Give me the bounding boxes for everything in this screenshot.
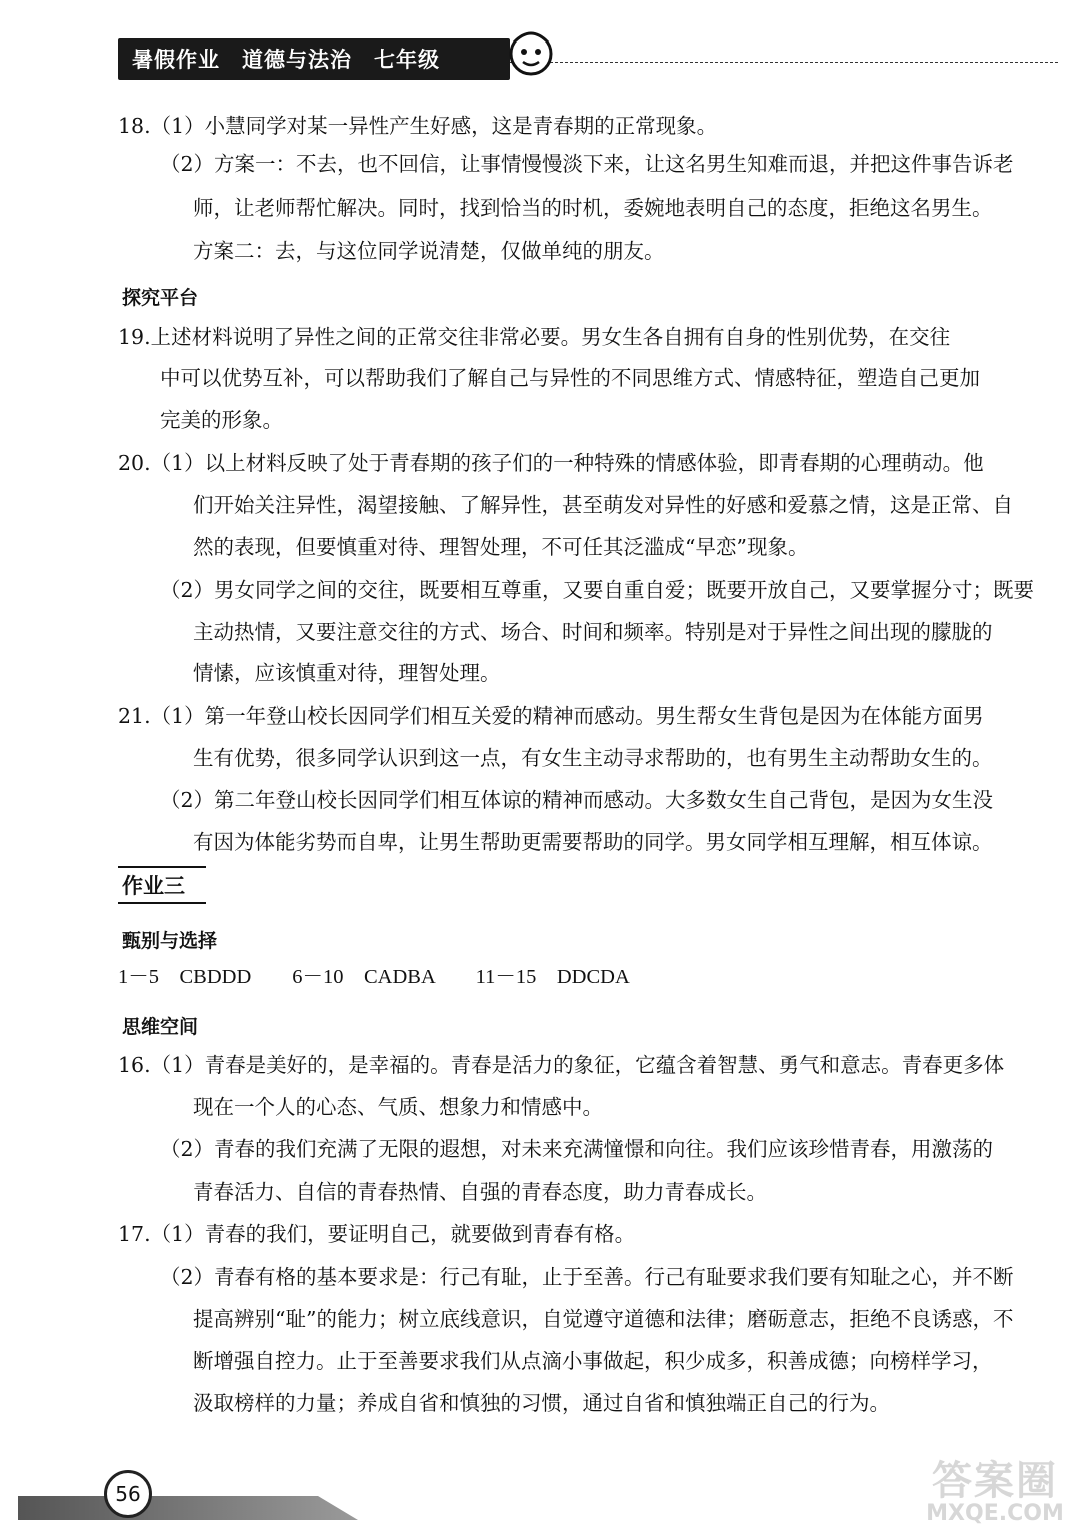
text-line: 16.（1）青春是美好的，是幸福的。青春是活力的象征，它蕴含着智慧、勇气和意志。青春更多体	[118, 1053, 1005, 1077]
text-line: （2）方案一：不去，也不回信，让事情慢慢淡下来，让这名男生知难而退，并把这件事告诉老	[160, 152, 1014, 176]
text-line: 们开始关注异性，渴望接触、了解异性，甚至萌发对异性的好感和爱慕之情，这是正常、自	[193, 493, 1013, 517]
text-line: 青春活力、自信的青春热情、自强的青春态度，助力青春成长。	[193, 1180, 767, 1204]
text-line: 断增强自控力。止于至善要求我们从点滴小事做起，积少成多，积善成德；向榜样学习，	[193, 1349, 993, 1373]
watermark-logo: 答案圈 MXQE.COM	[926, 1458, 1064, 1526]
text-line: 然的表现，但要慎重对待、理智处理，不可任其泛滥成“早恋”现象。	[193, 535, 809, 559]
text-line: 方案二：去，与这位同学说清楚，仅做单纯的朋友。	[193, 239, 665, 263]
text-line: 19.上述材料说明了异性之间的正常交往非常必要。男女生各自拥有自身的性别优势，在交往	[118, 325, 951, 349]
section-title: 作业三	[118, 866, 206, 904]
text-line: 有因为体能劣势而自卑，让男生帮助更需要帮助的同学。男女同学相互理解，相互体谅。	[193, 830, 993, 854]
text-line: 中可以优势互补，可以帮助我们了解自己与异性的不同思维方式、情感特征，塑造自己更加	[160, 366, 980, 390]
text-line: 17.（1）青春的我们，要证明自己，就要做到青春有格。	[118, 1222, 636, 1246]
heading-choice: 甄别与选择	[122, 930, 218, 952]
text-line: 现在一个人的心态、气质、想象力和情感中。	[193, 1095, 603, 1119]
heading-thinking: 思维空间	[122, 1016, 199, 1038]
choice-answers: 1－5 CBDDD 6－10 CADBA 11－15 DDCDA	[118, 966, 630, 988]
text-line: （2）青春有格的基本要求是：行己有耻，止于至善。行己有耻要求我们要有知耻之心，并不断	[160, 1265, 1014, 1289]
heading-explore: 探究平台	[122, 287, 199, 309]
text-line: 提高辨别“耻”的能力；树立底线意识，自觉遵守道德和法律；磨砺意志，拒绝不良诱惑，不	[193, 1307, 1014, 1331]
subject-title: 道德与法治	[242, 48, 352, 72]
text-line: 18.（1）小慧同学对某一异性产生好感，这是青春期的正常现象。	[118, 114, 718, 138]
text-line: 汲取榜样的力量；养成自省和慎独的习惯，通过自省和慎独端正自己的行为。	[193, 1391, 890, 1415]
text-line: 20.（1）以上材料反映了处于青春期的孩子们的一种特殊的情感体验，即青春期的心理萌动。他	[118, 451, 984, 475]
text-line: （2）男女同学之间的交往，既要相互尊重，又要自重自爱；既要开放自己，又要掌握分寸；既要	[160, 578, 1035, 602]
text-line: 情愫，应该慎重对待，理智处理。	[193, 661, 501, 685]
text-line: （2）第二年登山校长因同学们相互体谅的精神而感动。大多数女生自己背包，是因为女生没	[160, 788, 994, 812]
sun-mascot-icon	[496, 22, 566, 80]
text-line: （2）青春的我们充满了无限的遐想，对未来充满憧憬和向往。我们应该珍惜青春，用激荡的	[160, 1137, 994, 1161]
text-line: 师，让老师帮忙解决。同时，找到恰当的时机，委婉地表明自己的态度，拒绝这名男生。	[193, 196, 993, 220]
page-number: 56	[104, 1470, 152, 1518]
text-line: 主动热情，又要注意交往的方式、场合、时间和频率。特别是对于异性之间出现的朦胧的	[193, 620, 993, 644]
grade-title: 七年级	[374, 48, 440, 72]
book-title: 暑假作业	[132, 48, 220, 72]
text-line: 21.（1）第一年登山校长因同学们相互关爱的精神而感动。男生帮女生背包是因为在体能方面男	[118, 704, 984, 728]
text-line: 生有优势，很多同学认识到这一点，有女生主动寻求帮助的，也有男生主动帮助女生的。	[193, 746, 993, 770]
footer-bar	[18, 1490, 358, 1520]
text-line: 完美的形象。	[160, 408, 283, 432]
header-rule	[510, 62, 1058, 63]
page-header	[118, 38, 510, 80]
